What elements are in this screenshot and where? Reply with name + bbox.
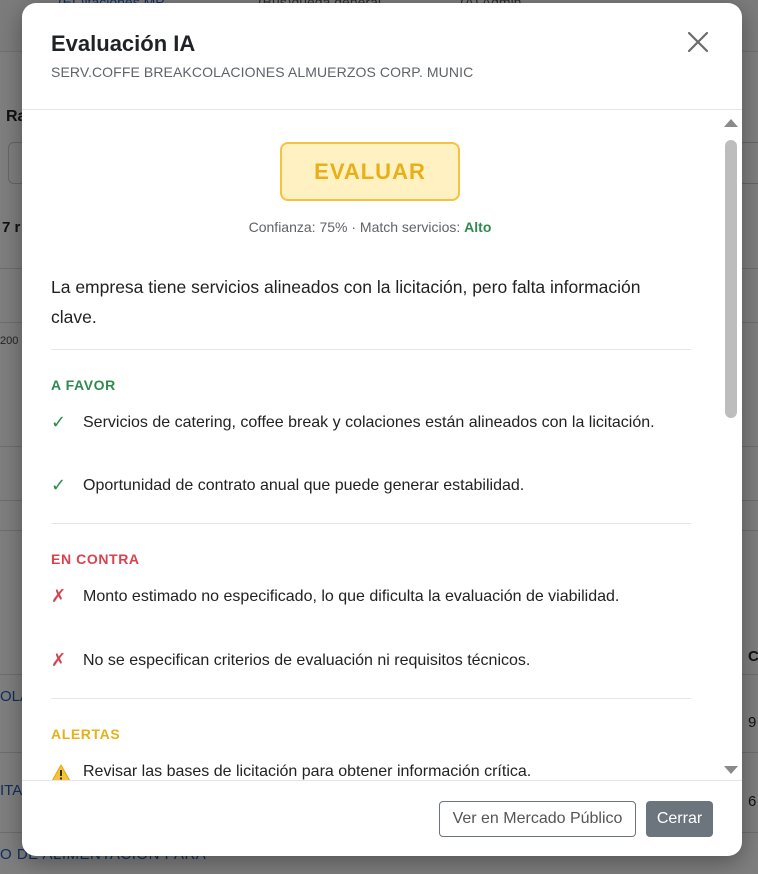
section-divider [51, 349, 691, 350]
cross-icon: ✗ [51, 650, 67, 670]
evaluation-modal [22, 3, 742, 856]
modal-header [22, 3, 742, 110]
alert-item-text: Revisar las bases de licitación para obtener información crítica. [83, 763, 532, 780]
favor-item-text: Oportunidad de contrato anual que puede generar estabilidad. [83, 477, 525, 494]
alerts-section-title: ALERTAS [51, 726, 121, 742]
verdict-badge: EVALUAR [280, 142, 460, 201]
check-icon: ✓ [51, 475, 67, 495]
cross-icon: ✗ [51, 586, 67, 606]
close-button[interactable] [684, 28, 712, 56]
modal-subtitle: SERV.COFFE BREAKCOLACIONES ALMUERZOS CORP. MUNIC [51, 64, 474, 80]
check-icon: ✓ [51, 412, 67, 432]
scrollbar-thumb[interactable] [725, 140, 737, 418]
warning-icon [51, 764, 71, 781]
contra-item-text: Monto estimado no especificado, lo que dificulta la evaluación de viabilidad. [83, 588, 620, 605]
confidence-line [22, 219, 718, 235]
contra-item-text: No se especifican criterios de evaluación ni requisitos técnicos. [83, 652, 531, 669]
close-modal-button[interactable]: Cerrar [646, 801, 713, 837]
close-icon [684, 28, 712, 56]
modal-title: Evaluación IA [51, 31, 196, 56]
contra-section-title: EN CONTRA [51, 551, 140, 567]
modal-footer [22, 780, 742, 856]
scroll-up-arrow-icon[interactable] [724, 119, 738, 127]
scroll-down-arrow-icon[interactable] [724, 766, 738, 774]
favor-item-text: Servicios de catering, coffee break y colaciones están alineados con la licitación. [83, 414, 655, 431]
confidence-text: Confianza: 75% · Match servicios: [248, 219, 465, 235]
view-mercado-publico-button[interactable]: Ver en Mercado Público [439, 801, 636, 837]
match-level: Alto [464, 219, 492, 235]
favor-section-title: A FAVOR [51, 377, 116, 393]
section-divider [51, 698, 691, 699]
evaluation-summary: La empresa tiene servicios alineados con la licitación, pero falta información clave. [51, 277, 641, 327]
modal-body [22, 111, 742, 781]
section-divider [51, 523, 691, 524]
